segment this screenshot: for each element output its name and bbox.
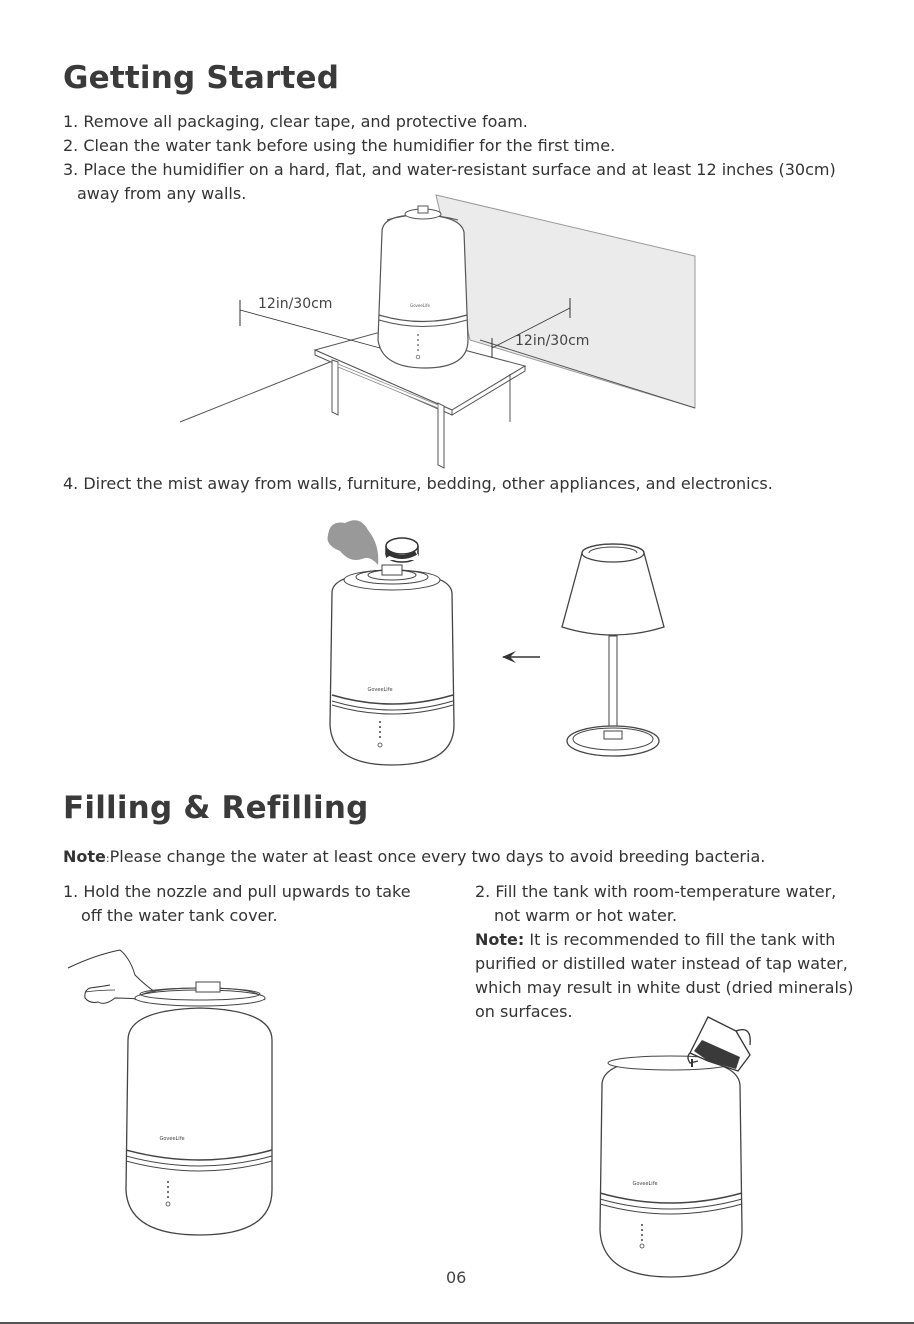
- placement-illustration: [170, 190, 710, 470]
- brand-logo-2: GoveeLife: [367, 687, 393, 693]
- note-separator: :: [105, 852, 110, 865]
- fill-step-1-text-cont: off the water tank cover.: [81, 906, 278, 925]
- humidifier-cover: [126, 982, 272, 1235]
- step-2-text: 2. Clean the water tank before using the humidifier for the first time.: [63, 136, 616, 155]
- note2-label: Note:: [475, 930, 525, 949]
- fill-step-2-text: 2. Fill the tank with room-temperature water,: [475, 882, 837, 901]
- note-label: Note: [63, 847, 106, 866]
- humidifier-medium: [330, 565, 454, 765]
- step-3-text-cont: away from any walls.: [77, 184, 247, 203]
- mist-direction-illustration: [320, 515, 670, 775]
- note-text: Please change the water at least once every two days to avoid breeding bacteria.: [109, 847, 766, 866]
- section-title-getting-started: Getting Started: [63, 60, 340, 96]
- note2-line-3: which may result in white dust (dried minerals): [475, 978, 854, 997]
- fill-step-1-text: 1. Hold the nozzle and pull upwards to take: [63, 882, 411, 901]
- note2-line-4: on surfaces.: [475, 1002, 573, 1021]
- lamp-illustration: [562, 544, 664, 756]
- pour-water-illustration: [590, 1015, 760, 1280]
- dimension-label-right: 12in/30cm: [515, 333, 590, 349]
- brand-logo-1: GoveeLife: [409, 303, 431, 308]
- mist-icon: [328, 520, 379, 565]
- rotate-nozzle-icon: [386, 538, 418, 562]
- step-1-text: 1. Remove all packaging, clear tape, and protective foam.: [63, 112, 528, 131]
- step-4-text: 4. Direct the mist away from walls, furniture, bedding, other appliances, and electronics.: [63, 474, 773, 493]
- note2-line-1: [475, 928, 835, 952]
- brand-logo-4: GoveeLife: [632, 1181, 658, 1187]
- humidifier-filling: [600, 1056, 742, 1277]
- remove-cover-illustration: [60, 950, 290, 1240]
- step-3-text: 3. Place the humidifier on a hard, flat, and water-resistant surface and at least 12 inches (30cm): [63, 160, 836, 179]
- section-title-filling: Filling & Refilling: [63, 790, 369, 826]
- page-number: 06: [446, 1268, 467, 1287]
- note2-text-1: It is recommended to fill the tank with: [529, 930, 836, 949]
- dimension-label-left: 12in/30cm: [258, 296, 333, 312]
- brand-logo-3: GoveeLife: [159, 1136, 185, 1142]
- note-line: [63, 845, 765, 871]
- note2-line-2: purified or distilled water instead of tap water,: [475, 954, 848, 973]
- humidifier-small: [378, 206, 468, 368]
- fill-step-2-text-cont: not warm or hot water.: [494, 906, 678, 925]
